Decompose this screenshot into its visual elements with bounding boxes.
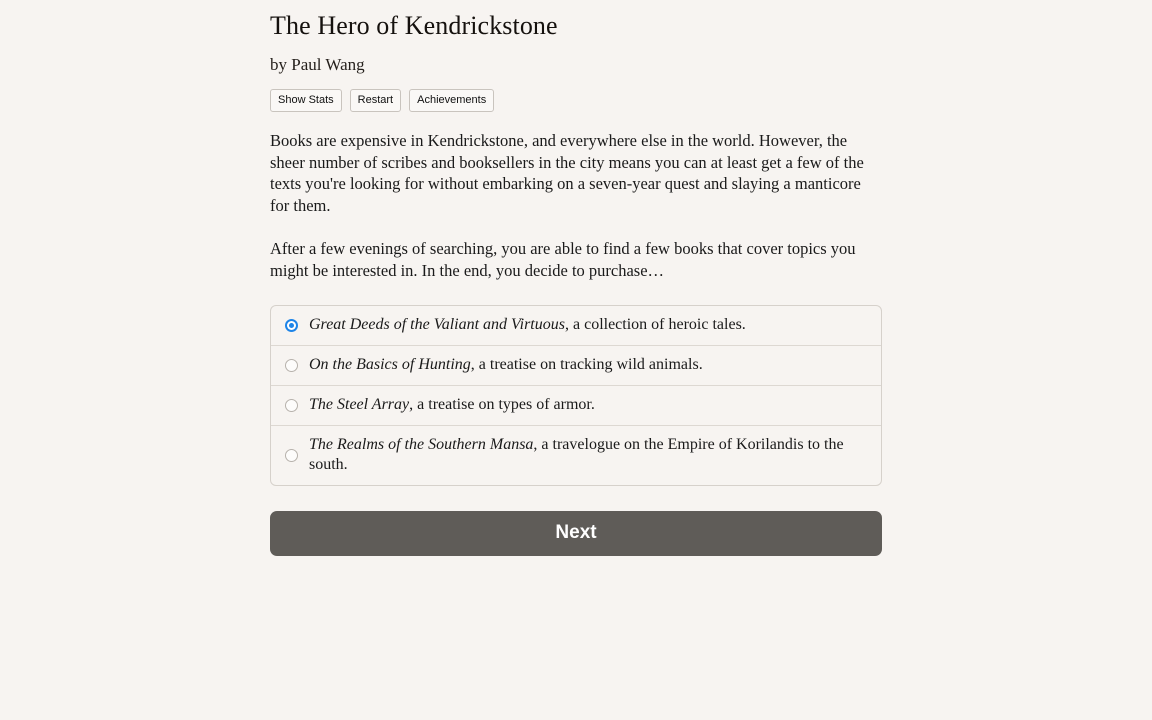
choice-label [309,435,867,475]
choice-label [309,355,703,375]
book-title: The Steel Array [309,396,410,413]
next-button[interactable]: Next [270,511,882,556]
choice-label [309,315,746,335]
achievements-button[interactable]: Achievements [409,89,494,112]
choice-option[interactable] [271,306,881,345]
story-text [270,130,882,281]
choice-option[interactable] [271,425,881,485]
game-page [270,0,882,556]
book-title: Great Deeds of the Valiant and Virtuous [309,316,565,333]
author-byline: by Paul Wang [270,55,365,74]
restart-button[interactable]: Restart [350,89,401,112]
choice-list [270,305,882,486]
book-title: The Realms of the Southern Mansa [309,436,534,453]
page-title: The Hero of Kendrickstone [270,11,558,40]
game-toolbar [270,89,882,112]
book-description: , a collection of heroic tales. [564,316,746,333]
book-description: , a treatise on tracking wild animals. [470,356,703,373]
book-description: , a treatise on types of armor. [409,396,595,413]
choice-option[interactable] [271,345,881,385]
show-stats-button[interactable]: Show Stats [270,89,342,112]
story-paragraph: After a few evenings of searching, you are able to find a few books that cover topics you might be interested in. In the end, you decide to purchase… [270,239,856,280]
book-description: , a travelogue on the Empire of Korilandis to the south. [309,436,844,473]
radio-unselected-icon[interactable] [285,399,298,412]
book-title: On the Basics of Hunting [309,356,471,373]
story-paragraph: Books are expensive in Kendrickstone, and everywhere else in the world. However, the sheer number of scribes and booksellers in the city means you can at least get a few of the texts you're looking for without embarking on a seven-year quest and slaying a manticore for them. [270,131,864,215]
radio-unselected-icon[interactable] [285,449,298,462]
radio-selected-icon[interactable] [285,319,298,332]
choice-option[interactable] [271,385,881,425]
choice-label [309,395,595,415]
radio-unselected-icon[interactable] [285,359,298,372]
